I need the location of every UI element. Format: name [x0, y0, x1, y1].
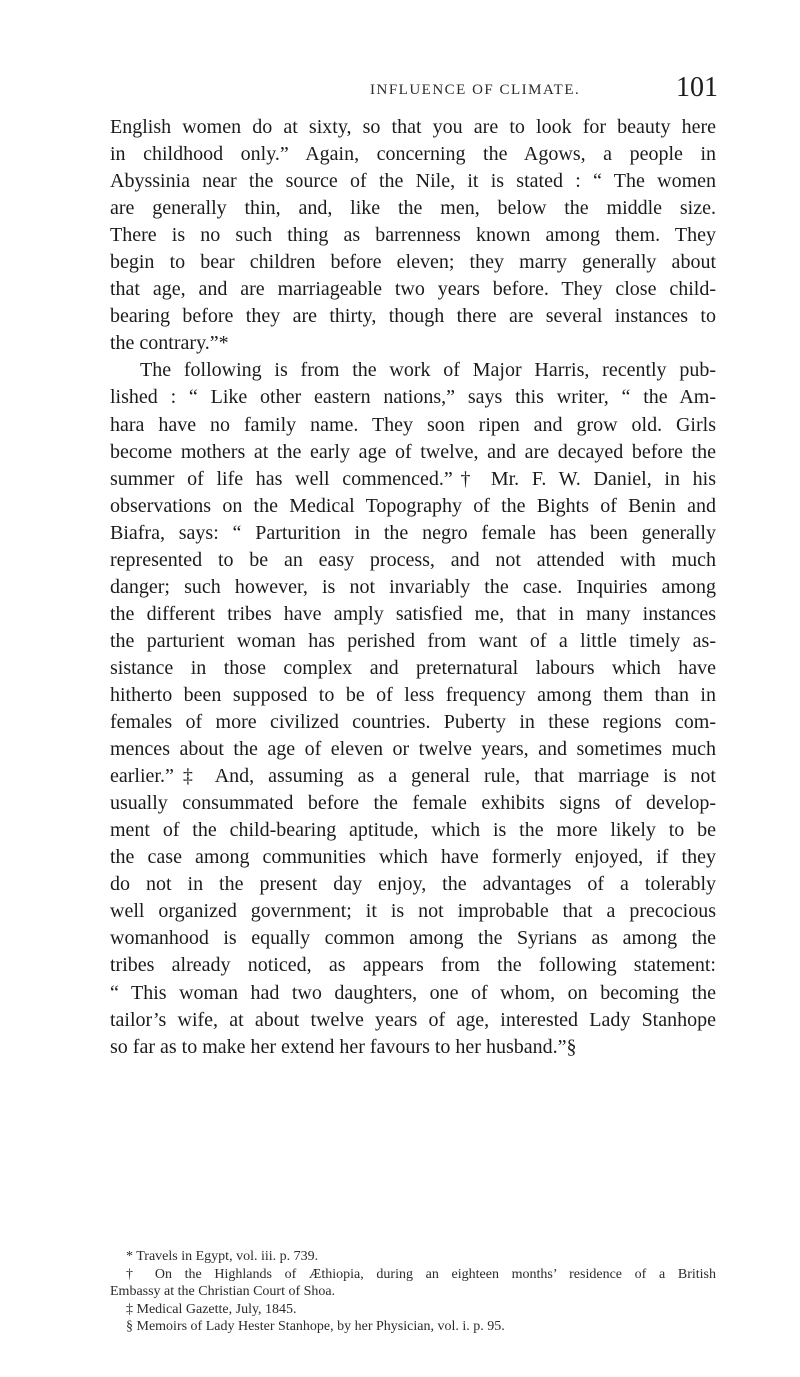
text-line: that age, and are marriageable two years before. They close child-	[110, 278, 716, 301]
footnotes	[110, 1248, 716, 1336]
text-line: females of more civilized countries. Puberty in these regions com-	[110, 711, 716, 734]
text-line: English women do at sixty, so that you are to look for beauty here	[110, 116, 716, 138]
text-line: Abyssinia near the source of the Nile, it is stated : “ The women	[110, 170, 716, 193]
text-line: danger; such however, is not invariably the case. Inquiries among	[110, 575, 716, 598]
text-line: tailor’s wife, at about twelve years of age, interested Lady Stanhope	[110, 1008, 716, 1031]
text-line: bearing before they are thirty, though there are several instances to	[110, 305, 716, 328]
text-line: summer of life has well commenced.”† Mr. F. W. Daniel, in his	[110, 467, 716, 490]
text-line: begin to bear children before eleven; they marry generally about	[110, 251, 716, 274]
text-line: observations on the Medical Topography of the Bights of Benin and	[110, 494, 716, 517]
footnote: ‡ Medical Gazette, July, 1845.	[126, 1301, 297, 1317]
text-line: the different tribes have amply satisfied me, that in many instances	[110, 602, 716, 625]
text-line: lished : “ Like other eastern nations,” says this writer, “ the Am-	[110, 386, 716, 409]
text-line: the parturient woman has perished from want of a little timely as-	[110, 629, 716, 652]
text-line: are generally thin, and, like the men, below the middle size.	[110, 197, 716, 220]
text-line: usually consummated before the female exhibits signs of develop-	[110, 792, 716, 815]
text-line: There is no such thing as barrenness known among them. They	[110, 224, 716, 247]
text-line: in childhood only.” Again, concerning the Agows, a people in	[110, 143, 716, 166]
text-line: Biafra, says: “ Parturition in the negro female has been generally	[110, 521, 716, 544]
text-line: do not in the present day enjoy, the advantages of a tolerably	[110, 873, 716, 896]
text-line: hitherto been supposed to be of less frequency among them than in	[110, 683, 716, 706]
text-line: sistance in those complex and preternatural labours which have	[110, 656, 716, 679]
footnote-continuation: Embassy at the Christian Court of Shoa.	[110, 1284, 336, 1300]
body-text	[110, 114, 716, 1061]
text-line: tribes already noticed, as appears from the following statement:	[110, 954, 716, 977]
text-line: become mothers at the early age of twelve, and are decayed before the	[110, 440, 716, 463]
page-number: 101	[676, 72, 718, 103]
footnote: † On the Highlands of Æthiopia, during an eighteen months’ residence of a British	[126, 1266, 716, 1282]
text-line: the case among communities which have formerly enjoyed, if they	[110, 846, 716, 869]
text-line: “ This woman had two daughters, one of whom, on becoming the	[110, 981, 716, 1004]
text-line: so far as to make her extend her favours to her husband.”§	[110, 1035, 577, 1058]
text-line: represented to be an easy process, and not attended with much	[110, 548, 716, 571]
text-line: well organized government; it is not improbable that a precocious	[110, 900, 716, 923]
text-line: mences about the age of eleven or twelve years, and sometimes much	[110, 738, 716, 761]
footnote: * Travels in Egypt, vol. iii. p. 739.	[126, 1249, 319, 1264]
text-line: the contrary.”*	[110, 332, 229, 355]
footnote: § Memoirs of Lady Hester Stanhope, by her Physician, vol. i. p. 95.	[126, 1319, 505, 1335]
text-line: hara have no family name. They soon ripen and grow old. Girls	[110, 413, 716, 436]
text-line: The following is from the work of Major Harris, recently pub-	[140, 359, 716, 382]
text-line: womanhood is equally common among the Syrians as among the	[110, 927, 716, 950]
text-line: earlier.”‡ And, assuming as a general rule, that marriage is not	[110, 765, 716, 788]
text-line: ment of the child-bearing aptitude, which is the more likely to be	[110, 819, 716, 842]
running-head: INFLUENCE OF CLIMATE.	[370, 82, 581, 98]
